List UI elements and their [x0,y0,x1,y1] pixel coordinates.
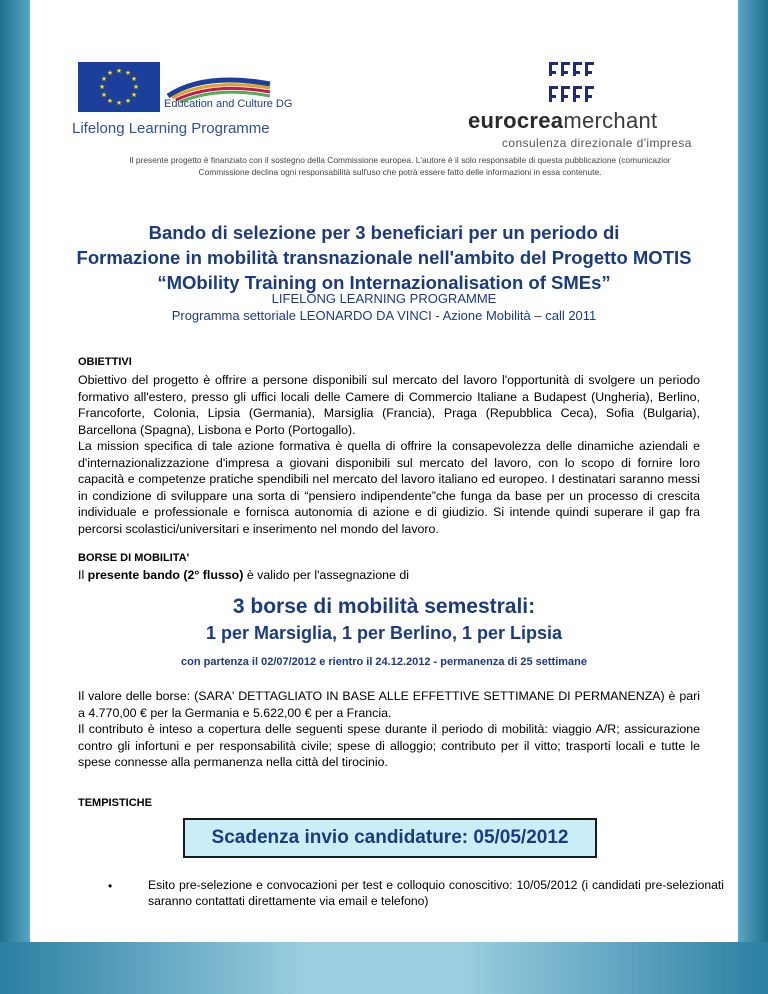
svg-text:★: ★ [115,67,123,75]
deadline-box: Scadenza invio candidature: 05/05/2012 [183,818,597,858]
programme-name: Lifelong Learning Programme [72,120,270,137]
brand-part2: merchant [563,108,658,133]
svg-text:★: ★ [130,91,138,99]
borse-intro-pre: Il [78,568,88,582]
svg-text:★: ★ [98,83,106,91]
eurocrea-mark-logo [547,62,595,108]
svg-text:★: ★ [100,75,108,83]
borse-heading: BORSE DI MOBILITA' [78,552,190,564]
svg-text:★: ★ [124,97,132,105]
disclaimer-line2: Commissione declina ogni responsabilità sull'uso che potrà essere fatto delle informazioni in essa contenute. [198,166,602,177]
left-decor-band [0,0,30,994]
borse-intro-bold: presente bando (2° flusso) [87,568,244,582]
bullet-icon: • [108,879,113,893]
borse-value-paragraph: Il valore delle borse: (SARA' DETTAGLIATO IN BASE ALLE EFFETTIVE SETTIMANE DI PERMANENZA) è pari a 4.770,00 € per la Germania e 5.622,00 € per a Francia. [78,689,700,720]
borse-count-headline: 3 borse di mobilità semestrali: [232,595,536,618]
svg-text:★: ★ [130,75,138,83]
borse-cities: 1 per Marsiglia, 1 per Berlino, 1 per Lipsia [205,623,563,643]
subtitle-line2: Programma settoriale LEONARDO DA VINCI - Azione Mobilità – call 2011 [171,308,597,323]
svg-text:★: ★ [132,83,140,91]
brand-part1: eurocrea [468,108,564,133]
borse-contribution-paragraph: Il contributo è inteso a copertura delle seguenti spese durante il periodo di mobilità: viaggio A/R; assicurazione contro gli infortuni e per responsabilità civile; spese di alloggio; contributo per il vitto; trasporti locali e tutte le spese connesse alla permanenza nella città del tirocinio. [78,722,700,770]
borse-intro [78,567,700,584]
disclaimer-line1: Il presente progetto è finanziato con il sostegno della Commissione europea. L'autore è il solo responsabile di questa pubblicazione (comunicazior [129,155,671,165]
title-line1: Bando di selezione per 3 beneficiari per un periodo di [148,222,620,243]
svg-text:★: ★ [100,91,108,99]
document-subtitle [60,290,708,324]
borse-dates: con partenza il 02/07/2012 e rientro il 24.12.2012 - permanenza di 25 settimane [181,656,587,668]
document-title [60,220,708,295]
obiettivi-paragraph1: Obiettivo del progetto è offrire a persone disponibili sul mercato del lavoro l'opportunità di svolgere un periodo formativo all'estero, presso gli uffici locali delle Camere di Commercio Italiane a Budapest (Ungheria), Berlino, Francoforte, Colonia, Lipsia (Germania), Marsiglia (Francia), Praga (Repubblica Ceca), Sofia (Bulgaria), Barcellona (Spagna), Lisbona e Porto (Portogallo). [78,373,700,437]
borse-intro-post: è valido per l'assegnazione di [243,568,409,582]
bottom-decor-band [0,942,768,994]
document-page [30,0,738,942]
obiettivi-heading: OBIETTIVI [78,356,132,368]
eurocrea-brand [468,108,657,134]
funding-disclaimer [90,155,710,178]
title-line3: “MObility Training on Internazionalisation of SMEs” [157,272,611,293]
tempistiche-bullet-1: Esito pre-selezione e convocazioni per test e colloquio conoscitivo: 10/05/2012 (i candidati pre-selezionati saranno contattati direttamente via email e telefono) [148,878,724,908]
tempistiche-heading: TEMPISTICHE [78,797,152,809]
svg-text:★: ★ [106,69,114,77]
svg-text:★: ★ [106,97,114,105]
svg-text:★: ★ [115,99,123,107]
obiettivi-paragraph2: La mission specifica di tale azione formativa è quella di offrire la consapevolezza delle dinamiche aziendali e d'internazionalizzazione d'impresa a giovani disponibili sul mercato del lavoro, con lo scopo di fornire loro capacità e competenze pratiche spendibili nel mercato del lavoro italiano ed europeo. I destinatari saranno messi in condizione di sviluppare una sorta di “pensiero indipendente”che funga da base per un processo di crescita individuale e professionale e fornisca autonomia di azione e di giudizio. Si intende quindi superare il gap fra percorsi scolastici/universitari e inserimento nel mondo del lavoro. [78,439,700,536]
eu-flag-logo [78,62,160,112]
brand-tagline: consulenza direzionale d'impresa [502,136,692,150]
svg-text:★: ★ [124,69,132,77]
subtitle-line1: LIFELONG LEARNING PROGRAMME [271,291,497,306]
title-line2: Formazione in mobilità transnazionale nell'ambito del Progetto MOTIS [76,247,692,268]
right-decor-band [738,0,768,994]
dg-name: Education and Culture DG [164,98,293,110]
